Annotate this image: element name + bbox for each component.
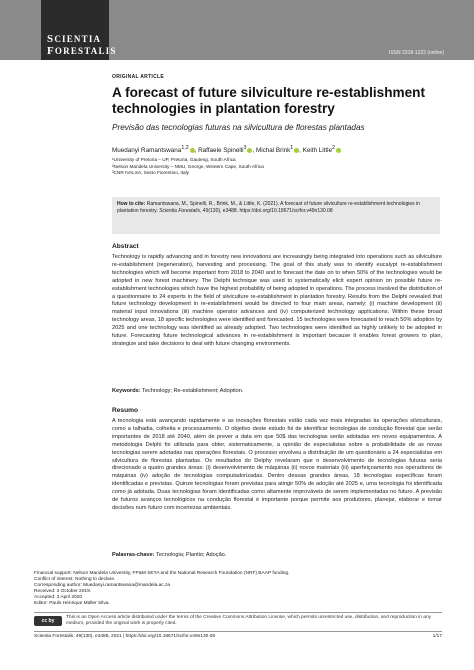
article-type-label: ORIGINAL ARTICLE <box>112 74 165 80</box>
resumo-heading: Resumo <box>112 407 139 414</box>
article-subtitle: Previsão das tecnologias futuras na silvicultura de florestas plantadas <box>112 123 365 132</box>
how-to-cite-box <box>112 197 440 234</box>
page-number: 1/17 <box>432 634 442 639</box>
journal-header-bar <box>0 0 474 60</box>
orcid-icon[interactable] <box>336 148 341 153</box>
footnote-line: Accepted: 3 April 2020. <box>34 595 84 601</box>
author-list: Muedanyi Ramantswana$^{1,2}$ , Raffaele Spinelli$^3$ , Michal Brink$^1$ , Keith Little$^2$ <box>112 145 341 154</box>
citation-journal: Scientia Forestalis <box>159 207 201 214</box>
cc-by-license-icon[interactable]: cc by <box>34 616 62 626</box>
divider <box>34 631 442 632</box>
author-name: Keith Little <box>302 147 333 155</box>
resumo-body: A tecnologia está avançando rapidamente e as inovações florestais estão cada vez mais integradas às operações silviculturais, como a talhadia, colheita e processamento. O objetivo deste estudo foi de identificar tecnologias de condução florestal que serão importantes de 2018 até 2040, além de prever a data em que 50$ das tecnologias serão adotadas em novos equipamentos. A metodologia Delphi foi utilizada para obter, sistematicamente, a opinião de especialistas sobre a probabilidade de as novas tecnologias serem adotadas nas operações florestais. O processo envolveu a distribuição de um questionário a 24 especialistas em silvicultura de florestas plantadas. Os resultados do Delphy revelaram que o desenvolvimento de tecnologias futuras seria direcionado a quatro grandes áreas: (i) desenvolvimento de máquinas (ii) novos materiais (iii) aperfeiçoamento nos operadores de máquinas (iv) adoção de tecnologias computadorizadas. Dentro dessas grandes áreas, 18 tecnologias específicas foram identificadas e previstas. Quinze tecnologias foram previstas para atingir 50% de adoção até 2025 e, uma tecnologia foi identificada como já adotada. Duas tecnologias foram identificadas como altamente improváveis de serem implementadas no futuro. A previsão de futuros avanços tecnológicos na condução florestal é importante porque permite aos produtores, planejar, elaborar e tomar decisões num futuro com incertezas ambientais. <box>112 418 442 511</box>
license-text: This is an Open Access article distributed under the terms of the Creative Commons Attribution License, which permits unrestricted use, distribution, and reproduction in any medium, provided the original work is properly cited. <box>66 615 432 626</box>
divider <box>34 612 442 613</box>
affiliation-line: ²Nelson Mandela University – NMU, George, Western Cape, South Africa <box>112 163 264 169</box>
orcid-icon[interactable] <box>247 148 252 153</box>
abstract-heading: Abstract <box>112 243 139 250</box>
citation-text: Ramantswana, M., Spinelli, R., Brink, M., & Little, K. (2021). A forecast of future silviculture re-establishment technologies in plantation forestry. <box>117 201 420 214</box>
citation-volume: , 49(130), e3488. <box>200 207 239 214</box>
footnote-line: Financial support: Nelson Mandela University, FP&M SETA and the National Research Foundation (NRF) BAAP funding. <box>34 571 290 576</box>
affiliations <box>112 157 264 177</box>
author-name: Muedanyi Ramantswana <box>112 147 182 155</box>
author-name: Michal Brink <box>255 147 291 155</box>
abstract-keywords: Keywords: Technology; Re-establishment; Adoption. <box>112 388 244 394</box>
how-to-cite-label: How to cite: <box>117 201 146 207</box>
author-name: Raffaele Spinelli <box>198 147 244 155</box>
orcid-icon[interactable] <box>294 148 299 153</box>
footnotes <box>34 571 289 608</box>
footnote-line: Editor: Paulo Henrique Müller Silva. <box>34 601 110 607</box>
logo-text-forestalis: ORESTALIS <box>54 46 117 56</box>
footnote-line: Conflict of interest: Nothing to declare. <box>34 577 116 583</box>
journal-logo <box>41 0 117 60</box>
orcid-icon[interactable] <box>190 148 195 153</box>
footnote-line: Received: 3 October 2019. <box>34 589 92 595</box>
logo-text-scientia: CIENTIA <box>54 34 102 44</box>
abstract-body: Technology is rapidly advancing and in forestry new innovations are increasingly being integrated into operations such as silviculture re-establishment (regeneration), harvesting and processing. The goal of this study was to identify eucalypt re-establishment technologies which will become important from 2018 to 2040 and to forecast the date on to when 50% of the technologies would be adopted in new forest machinery. The Delphi technique was used to systematically elicit expert opinion on possible future re-establishment technologies which have the highest probability of being adopted in operations. The process involved the distribution of a questionnaire to 24 experts in the field of silviculture re-establishment in plantation forestry. Results from the Delphi revealed that future technology development in re-establishment would be directed to four main areas, namely: (i) machine development (ii) material input innovations (iii) machine operator advances and (iv) computerized technology applications. Within these broad technology areas, 18 specific technologies were identified and forecasted. 15 technologies were forecasted to reach 50% adoption by 2025 and one technology was identified as already adopted. Two technologies were identified as highly unlikely to be adopted in future. Forecasting future technological advances in re-establishment is important because it enables forest growers to plan, strategize and take decisions to deal with future changing environments. <box>112 254 442 347</box>
affiliation-line: ¹University of Pretoria – UP, Pretoria, Gauteng, South Africa <box>112 157 236 162</box>
footer-citation[interactable]: Scientia Forestalis, 49(130), e3488, 2021 | https://doi.org/10.18671/scifor.v49n130.08 <box>34 634 215 639</box>
resumo-keywords: Palavras-chave: Tecnologia; Plantio; Adoção. <box>112 552 227 558</box>
logo-cap-s: S <box>47 33 55 45</box>
affiliation-line: ³CNR IVALSA, Sesto Fiorentino, Italy <box>112 170 190 176</box>
article-title: A forecast of future silviculture re-establishment technologies in plantation forestry <box>112 85 425 116</box>
citation-doi-link[interactable]: https://doi.org/10.18671/scifor.v49n130.08 <box>239 207 333 214</box>
issn-label: ISSN 2318-1222 (online) <box>388 50 444 56</box>
logo-cap-f: F <box>47 45 55 57</box>
footnote-line[interactable]: Corresponding author: Muedanyi.ramantswana@mandela.ac.za <box>34 583 171 589</box>
